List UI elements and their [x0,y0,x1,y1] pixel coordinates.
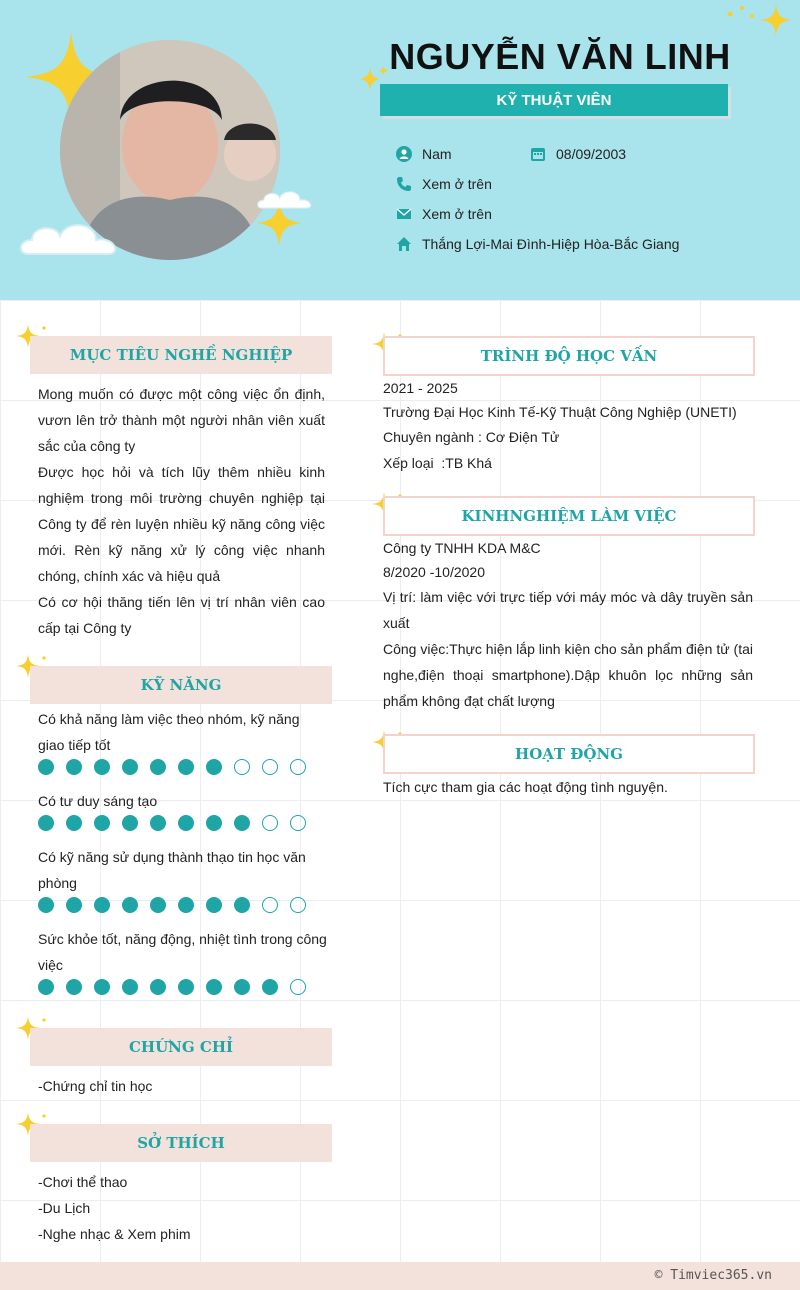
skill-label-4: Sức khỏe tốt, năng động, nhiệt tình trong công việc [38,931,327,973]
rating-dot-filled [234,979,250,995]
rating-dot-empty [290,759,306,775]
rating-dot-filled [94,979,110,995]
dob-row [530,146,626,162]
email-icon [396,206,412,222]
rating-dot-filled [234,815,250,831]
rating-dot-filled [122,759,138,775]
job-title: KỸ THUẬT VIÊN [496,91,612,109]
scallop-border [0,270,800,300]
skill-label-1: Có khả năng làm việc theo nhóm, kỹ năng giao tiếp tốt [38,711,300,753]
rating-dot-filled [150,759,166,775]
objective-paragraph-2: Được học hỏi và tích lũy thêm nhiều kinh nghiệm trong môi trường chuyên nghiệp tại Công ty để rèn luyện nhiều kỹ năng công việc mới. Rèn kỹ năng xử lý công việc nhanh chóng, chính xác và hiệu quả [38,464,325,584]
experience-company: Công ty TNHH KDA M&C [383,540,541,556]
rating-dot-filled [66,979,82,995]
rating-dot-filled [206,979,222,995]
rating-dot-empty [234,759,250,775]
hobby-item: -Du Lịch [38,1200,91,1216]
rating-dot-filled [94,759,110,775]
rating-dot-filled [178,979,194,995]
certificates-heading: CHỨNG CHỈ [30,1028,332,1066]
footer-watermark: © Timviec365.vn [654,1268,772,1283]
rating-dot-filled [234,897,250,913]
education-heading: TRÌNH ĐỘ HỌC VẤN [383,336,755,376]
objective-heading: MỤC TIÊU NGHỀ NGHIỆP [30,336,332,374]
phone-row [396,176,492,192]
education-school: Trường Đại Học Kinh Tế-Kỹ Thuật Công Nghiệp (UNETI) [383,404,737,420]
education-period: 2021 - 2025 [383,380,458,396]
rating-dot-empty [262,759,278,775]
experience-position: Vị trí: làm việc với trực tiếp với máy móc và dây truyền sản xuất [383,589,753,631]
hobbies-heading: SỞ THÍCH [30,1124,332,1162]
activities-heading: HOẠT ĐỘNG [383,734,755,774]
rating-dot-filled [262,979,278,995]
rating-dot-filled [150,979,166,995]
education-major: Chuyên ngành : Cơ Điện Tử [383,429,560,445]
objective-paragraph-1: Mong muốn có được một công việc ổn định, vươn lên trở thành một người nhân viên xuất sắc của công ty [38,386,325,454]
address-row [396,236,679,252]
rating-dot-filled [122,979,138,995]
email-value: Xem ở trên [422,206,492,222]
rating-dot-empty [262,897,278,913]
rating-dot-filled [206,897,222,913]
rating-dot-filled [38,979,54,995]
skill-rating-1 [38,759,318,775]
rating-dot-filled [122,897,138,913]
cloud-icon [256,184,318,214]
rating-dot-empty [262,815,278,831]
rating-dot-filled [66,759,82,775]
hobby-item: -Chơi thể thao [38,1174,128,1190]
skill-rating-3 [38,897,318,913]
person-icon [396,146,412,162]
skill-label-2: Có tư duy sáng tạo [38,793,158,809]
rating-dot-filled [122,815,138,831]
gender-row [396,146,452,162]
skill-rating-2 [38,815,318,831]
rating-dot-filled [206,815,222,831]
rating-dot-filled [38,897,54,913]
dob-value: 08/09/2003 [556,146,627,162]
skill-label-3: Có kỹ năng sử dụng thành thạo tin học văn phòng [38,849,306,891]
skill-rating-4 [38,979,318,995]
phone-value: Xem ở trên [422,176,492,192]
rating-dot-filled [66,815,82,831]
cloud-icon [18,214,128,262]
skills-heading: KỸ NĂNG [30,666,332,704]
address-value: Thắng Lợi-Mai Đình-Hiệp Hòa-Bắc Giang [422,236,680,252]
activities-text: Tích cực tham gia các hoạt động tình nguyện. [383,779,668,795]
education-grade: Xếp loại :TB Khá [383,455,492,471]
rating-dot-filled [178,897,194,913]
rating-dot-empty [290,979,306,995]
rating-dot-filled [178,815,194,831]
rating-dot-filled [150,897,166,913]
rating-dot-filled [94,897,110,913]
rating-dot-empty [290,897,306,913]
job-title-banner [380,84,728,116]
experience-heading: KINHNGHIỆM LÀM VIỆC [383,496,755,536]
rating-dot-filled [178,759,194,775]
experience-duties: Công việc:Thực hiện lắp linh kiện cho sản phẩm điện tử (tai nghe,điện thoại smartphone).Dập khuôn lọc những sản phẩm không đạt chất lượng [383,641,753,709]
email-row [396,206,492,222]
rating-dot-filled [150,815,166,831]
rating-dot-filled [38,759,54,775]
rating-dot-empty [290,815,306,831]
home-icon [396,236,412,252]
rating-dot-filled [38,815,54,831]
calendar-icon [530,146,546,162]
candidate-name: NGUYỄN VĂN LINH [389,36,731,77]
phone-icon [396,176,412,192]
footer-bar [0,1262,800,1290]
hobby-item: -Nghe nhạc & Xem phim [38,1226,191,1242]
certificate-item: -Chứng chỉ tin học [38,1078,153,1094]
star-icon [760,4,792,36]
gender-value: Nam [422,146,452,162]
rating-dot-filled [94,815,110,831]
rating-dot-filled [206,759,222,775]
objective-paragraph-3: Có cơ hội thăng tiến lên vị trí nhân viên cao cấp tại Công ty [38,594,325,636]
rating-dot-filled [66,897,82,913]
sparkle-icon [724,2,760,22]
experience-period: 8/2020 -10/2020 [383,564,485,580]
